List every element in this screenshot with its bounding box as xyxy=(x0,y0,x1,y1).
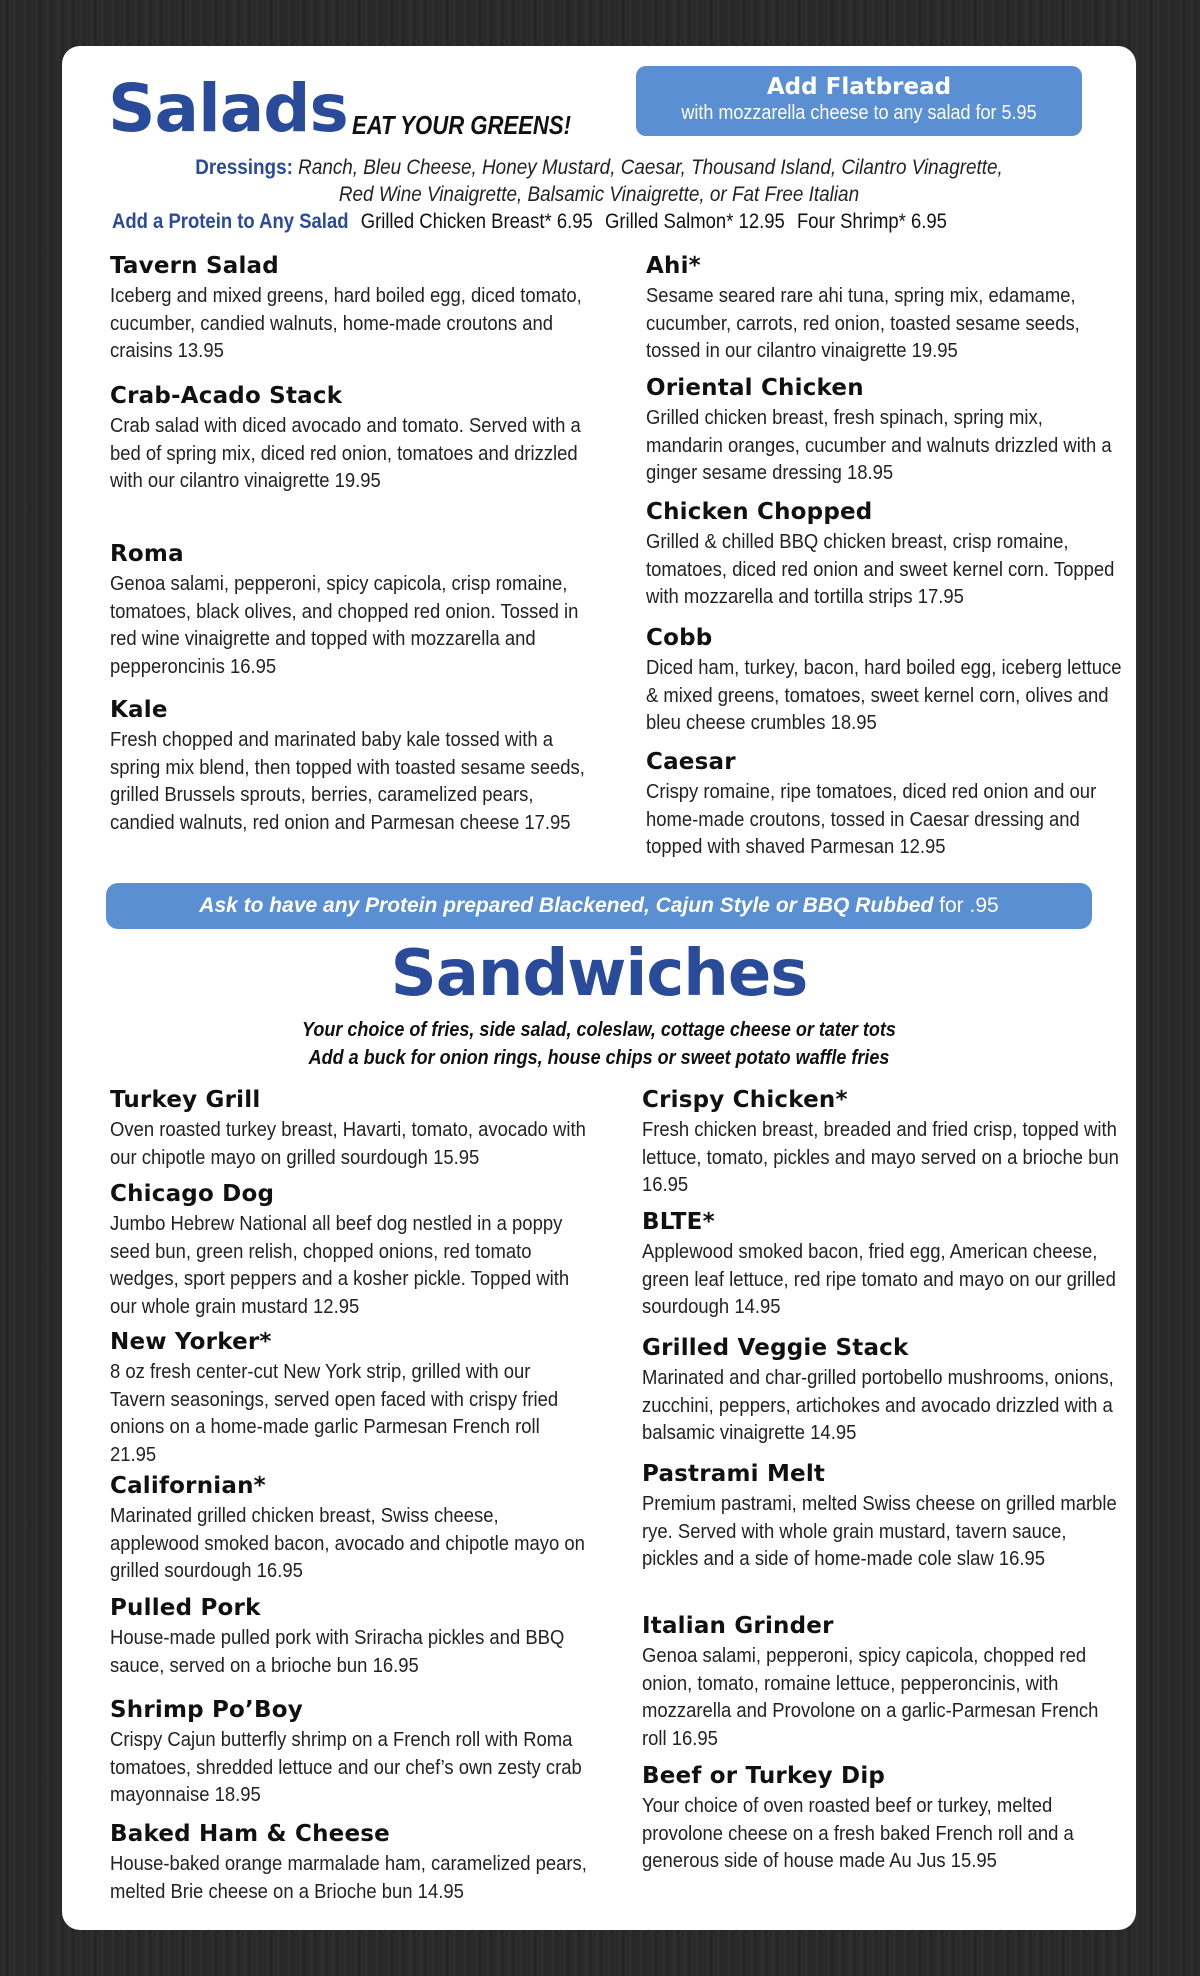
item-name: BLTE* xyxy=(642,1209,715,1235)
item-name: Beef or Turkey Dip xyxy=(642,1763,886,1789)
menu-item xyxy=(642,1086,1119,1199)
item-description: Oven roasted turkey breast, Havarti, tomato, avocado with our chipotle mayo on grilled sourdough 15.95 xyxy=(110,1118,586,1169)
menu-item xyxy=(642,1762,1112,1875)
sandwiches-subtitle xyxy=(116,1016,1083,1072)
item-name: Tavern Salad xyxy=(110,253,279,279)
item-description: Diced ham, turkey, bacon, hard boiled egg, iceberg lettuce & mixed greens, tomatoes, sweet kernel corn, olives and bleu cheese crumbles 18.95 xyxy=(646,656,1122,734)
dressings-label: Dressings: xyxy=(195,156,293,179)
menu-item xyxy=(110,1328,580,1468)
item-description: Genoa salami, pepperoni, spicy capicola, crisp romaine, tomatoes, black olives, and chopped red onion. Tossed in red wine vinaigrette and topped with mozzarella and pepperoncinis 16.95 xyxy=(110,572,579,678)
menu-item xyxy=(110,252,580,365)
item-name: Chicken Chopped xyxy=(646,499,873,525)
item-name: Kale xyxy=(110,697,168,723)
item-name: Turkey Grill xyxy=(110,1087,261,1113)
item-name: Grilled Veggie Stack xyxy=(642,1335,909,1361)
item-name: Pastrami Melt xyxy=(642,1461,826,1487)
dressings-line1: Ranch, Bleu Cheese, Honey Mustard, Caesar, Thousand Island, Cilantro Vinagrette, xyxy=(298,156,1003,179)
menu-item xyxy=(646,748,1116,861)
protein-option: Grilled Salmon* 12.95 xyxy=(605,210,785,233)
sandwiches-sides: Your choice of fries, side salad, coleslaw, cottage cheese or tater tots xyxy=(302,1019,896,1041)
item-description: House-made pulled pork with Sriracha pickles and BBQ sauce, served on a brioche bun 16.95 xyxy=(110,1626,565,1677)
item-name: Chicago Dog xyxy=(110,1181,275,1207)
menu-item xyxy=(110,1180,580,1320)
item-description: Jumbo Hebrew National all beef dog nestled in a poppy seed bun, green relish, chopped onions, red tomato wedges, sport peppers and a kosher pickle. Topped with our whole grain mustard 12.95 xyxy=(110,1212,570,1318)
item-description: Applewood smoked bacon, fried egg, American cheese, green leaf lettuce, red ripe tomato and mayo on our grilled sourdough 14.95 xyxy=(642,1240,1116,1318)
menu-item xyxy=(110,696,585,836)
flatbread-title: Add Flatbread xyxy=(766,74,952,100)
menu-item xyxy=(110,540,580,680)
flatbread-badge xyxy=(636,66,1082,136)
menu-item xyxy=(642,1334,1112,1447)
item-description: Premium pastrami, melted Swiss cheese on grilled marble rye. Served with whole grain mustard, tavern sauce, pickles and a side of home-made cole slaw 16.95 xyxy=(642,1492,1117,1570)
item-description: Marinated grilled chicken breast, Swiss cheese, applewood smoked bacon, avocado and chipotle mayo on grilled sourdough 16.95 xyxy=(110,1504,585,1582)
menu-item xyxy=(642,1612,1112,1752)
item-description: Iceberg and mixed greens, hard boiled egg, diced tomato, cucumber, candied walnuts, home-made croutons and craisins 13.95 xyxy=(110,284,582,362)
menu-item xyxy=(646,498,1116,611)
item-name: Crispy Chicken* xyxy=(642,1087,848,1113)
menu-item xyxy=(110,1696,580,1809)
item-name: Californian* xyxy=(110,1473,266,1499)
protein-option: Four Shrimp* 6.95 xyxy=(796,210,947,233)
item-description: Your choice of oven roasted beef or turkey, melted provolone cheese on a fresh baked French roll and a generous side of house made Au Jus 15.95 xyxy=(642,1794,1074,1872)
item-name: Italian Grinder xyxy=(642,1613,834,1639)
item-description: Fresh chicken breast, breaded and fried crisp, topped with lettuce, tomato, pickles and mayo served on a brioche bun 16.95 xyxy=(642,1118,1119,1196)
item-name: Shrimp Po’Boy xyxy=(110,1697,303,1723)
menu-item xyxy=(642,1208,1116,1321)
item-name: Baked Ham & Cheese xyxy=(110,1821,390,1847)
salads-tagline: EAT YOUR GREENS! xyxy=(352,110,571,140)
protein-label: Add a Protein to Any Salad xyxy=(112,210,349,233)
menu-panel xyxy=(62,46,1136,1930)
dressings-line2: Red Wine Vinaigrette, Balsamic Vinaigrette, or Fat Free Italian xyxy=(338,183,860,206)
item-description: Grilled & chilled BBQ chicken breast, crisp romaine, tomatoes, diced red onion and sweet kernel corn. Topped with mozzarella and tortilla strips 17.95 xyxy=(646,530,1115,608)
menu-item xyxy=(110,1472,585,1585)
item-description: Grilled chicken breast, fresh spinach, spring mix, mandarin oranges, cucumber and walnuts drizzled with a ginger sesame dressing 18.95 xyxy=(646,406,1112,484)
protein-style-banner xyxy=(106,883,1092,929)
protein-addon xyxy=(112,210,947,234)
item-name: Ahi* xyxy=(646,253,701,279)
item-name: Roma xyxy=(110,541,184,567)
menu-item xyxy=(646,252,1116,365)
item-description: 8 oz fresh center-cut New York strip, grilled with our Tavern seasonings, served open faced with crispy fried onions on a home-made garlic Parmesan French roll 21.95 xyxy=(110,1360,559,1466)
item-description: Sesame seared rare ahi tuna, spring mix, edamame, cucumber, carrots, red onion, toasted sesame seeds, tossed in our cilantro vinaigrette 19.95 xyxy=(646,284,1080,362)
menu-item xyxy=(110,1594,580,1679)
sandwiches-title: Sandwiches xyxy=(390,937,808,1011)
item-description: Crab salad with diced avocado and tomato. Served with a bed of spring mix, diced red onion, tomatoes and drizzled with our cilantro vinaigrette 19.95 xyxy=(110,414,581,492)
item-name: Caesar xyxy=(646,749,736,775)
flatbread-subtitle: with mozzarella cheese to any salad for 5.95 xyxy=(681,102,1037,124)
menu-item xyxy=(110,382,580,495)
menu-item xyxy=(646,374,1116,487)
banner-price: for .95 xyxy=(939,894,999,917)
item-description: Crispy romaine, ripe tomatoes, diced red onion and our home-made croutons, tossed in Caesar dressing and topped with shaved Parmesan 12.95 xyxy=(646,780,1097,858)
salads-title: Salads xyxy=(108,70,348,147)
item-description: Fresh chopped and marinated baby kale tossed with a spring mix blend, then topped with toasted sesame seeds, grilled Brussels sprouts, berries, caramelized pears, candied walnuts, red onion and Parmesan cheese 17.95 xyxy=(110,728,585,834)
menu-item xyxy=(642,1460,1117,1573)
item-name: Pulled Pork xyxy=(110,1595,261,1621)
item-name: Cobb xyxy=(646,625,713,651)
menu-item xyxy=(110,1820,587,1905)
sandwiches-upgrade: Add a buck for onion rings, house chips or sweet potato waffle fries xyxy=(308,1047,890,1069)
item-description: Marinated and char-grilled portobello mushrooms, onions, zucchini, peppers, artichokes and avocado drizzled with a balsamic vinaigrette 14.95 xyxy=(642,1366,1114,1444)
item-name: Crab-Acado Stack xyxy=(110,383,343,409)
item-name: New Yorker* xyxy=(110,1329,272,1355)
item-name: Oriental Chicken xyxy=(646,375,864,401)
menu-item xyxy=(110,1086,586,1171)
item-description: Crispy Cajun butterfly shrimp on a French roll with Roma tomatoes, shredded lettuce and our chef’s own zesty crab mayonnaise 18.95 xyxy=(110,1728,582,1806)
item-description: Genoa salami, pepperoni, spicy capicola, chopped red onion, tomato, romaine lettuce, pepperoncinis, with mozzarella and Provolone on a garlic-Parmesan French roll 16.95 xyxy=(642,1644,1099,1750)
protein-option: Grilled Chicken Breast* 6.95 xyxy=(360,210,593,233)
dressings-list xyxy=(116,154,1083,208)
item-description: House-baked orange marmalade ham, caramelized pears, melted Brie cheese on a Brioche bun 14.95 xyxy=(110,1852,587,1903)
menu-item xyxy=(646,624,1122,737)
banner-text: Ask to have any Protein prepared Blackened, Cajun Style or BBQ Rubbed xyxy=(199,894,934,917)
